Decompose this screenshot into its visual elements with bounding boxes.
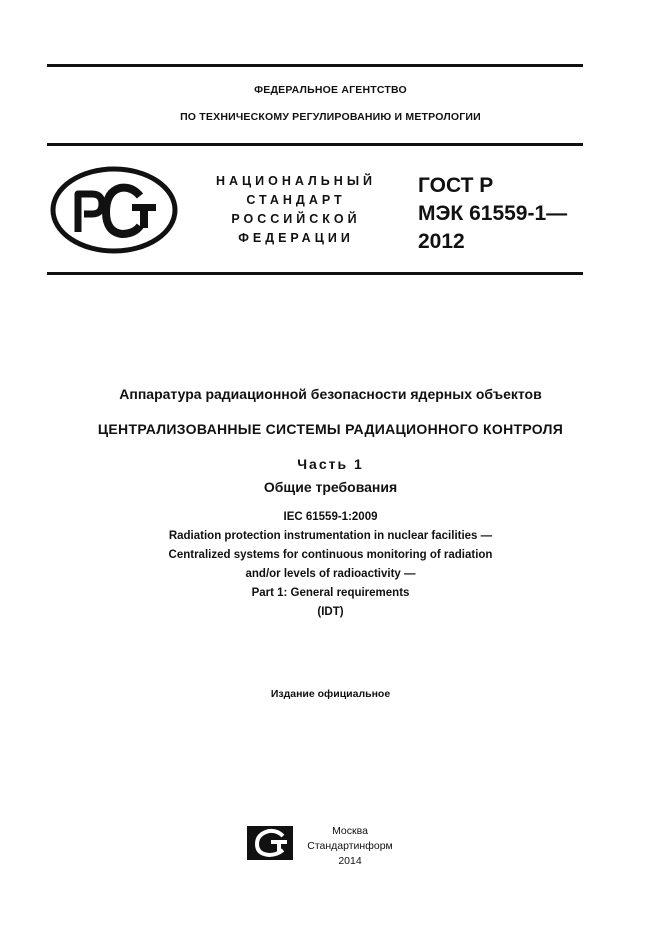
main-title: ЦЕНТРАЛИЗОВАННЫЕ СИСТЕМЫ РАДИАЦИОННОГО КОНТРОЛЯ: [97, 421, 564, 437]
iec-reference: IEC 61559-1:2009: [283, 511, 378, 523]
standartinform-logo-icon: [247, 826, 293, 865]
national-standard-line-4: ФЕДЕРАЦИИ: [238, 231, 354, 245]
english-title-line-2: Centralized systems for continuous monitoring of radiation: [168, 549, 493, 561]
agency-line-2: ПО ТЕХНИЧЕСКОМУ РЕГУЛИРОВАНИЮ И МЕТРОЛОГИИ: [180, 111, 481, 123]
header-rule: [47, 143, 583, 146]
publisher-year: 2014: [338, 855, 362, 867]
english-title-line-1: Radiation protection instrumentation in nuclear facilities —: [168, 530, 493, 542]
english-title-line-5: (IDT): [317, 606, 344, 618]
designation-line-2: МЭК 61559-1—: [418, 202, 568, 225]
national-standard-block: [196, 172, 396, 248]
subtitle: Общие требования: [263, 479, 398, 495]
gost-r-logo-icon: [50, 166, 178, 259]
general-title: Аппаратура радиационной безопасности ядерных объектов: [119, 386, 542, 402]
publisher-name: Стандартинформ: [307, 840, 393, 852]
designation-line-1: ГОСТ Р: [418, 174, 494, 197]
english-title-line-4: Part 1: General requirements: [251, 587, 410, 599]
designation-line-3: 2012: [418, 230, 465, 253]
publisher-block: [300, 824, 400, 869]
national-standard-line-1: НАЦИОНАЛЬНЫЙ: [215, 174, 377, 188]
national-standard-line-2: СТАНДАРТ: [246, 193, 346, 207]
national-standard-line-3: РОССИЙСКОЙ: [231, 212, 361, 226]
english-title-line-3: and/or levels of radioactivity —: [245, 568, 416, 580]
publisher-city: Москва: [332, 825, 368, 837]
edition-note: Издание официальное: [270, 688, 391, 700]
part-title: Часть 1: [297, 456, 364, 472]
standard-designation: [418, 172, 567, 256]
agency-line-1: ФЕДЕРАЛЬНОЕ АГЕНТСТВО: [254, 84, 407, 96]
designation-rule: [47, 272, 583, 275]
top-rule: [47, 64, 583, 67]
